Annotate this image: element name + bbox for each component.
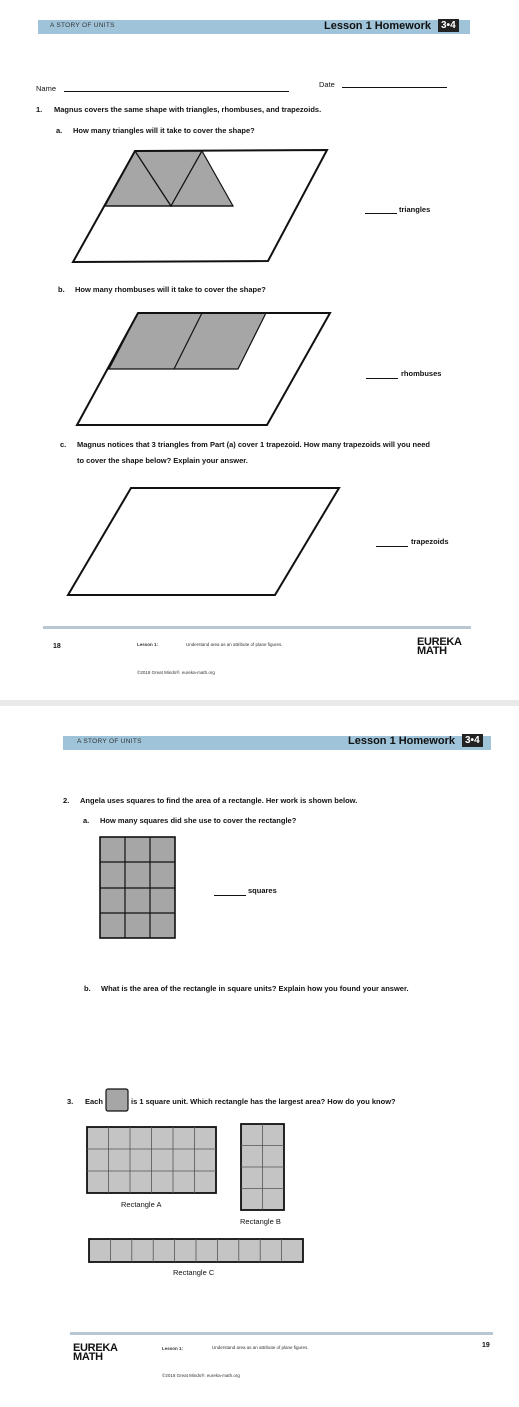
q1b-text: How many rhombuses will it take to cover the shape? <box>75 285 266 294</box>
question-2-number: 2. <box>63 796 70 805</box>
question-2-prompt: Angela uses squares to find the area of a rectangle. Her work is shown below. <box>80 796 358 805</box>
q1a-text: How many triangles will it take to cover the shape? <box>73 126 255 135</box>
question-3-number: 3. <box>67 1097 74 1106</box>
q2a-text: How many squares did she use to cover the rectangle? <box>100 816 297 825</box>
q3-rest: is 1 square unit. Which rectangle has the largest area? How do you know? <box>131 1097 396 1106</box>
page-number: 19 <box>482 1342 490 1349</box>
series-label: A STORY OF UNITS <box>50 22 115 29</box>
footer-copyright: ©2018 Great Minds®. eureka-math.org <box>162 1373 240 1378</box>
footer-lesson-description: Understand area as an attribute of plane figures. <box>186 642 283 647</box>
footer-lesson-label: Lesson 1: <box>137 642 159 647</box>
footer-line <box>43 626 471 629</box>
date-label: Date <box>319 80 335 89</box>
logo-line-1: EUREKA <box>73 1342 118 1354</box>
lesson-homework-title: Lesson 1 Homework <box>348 735 455 747</box>
rectangle-a-label: Rectangle A <box>121 1200 162 1209</box>
name-label: Name <box>36 84 57 93</box>
q1c-parallelogram-empty <box>0 0 519 700</box>
q1c-letter: c. <box>60 440 67 449</box>
footer-copyright: ©2018 Great Minds®. eureka-math.org <box>137 670 215 675</box>
page-number: 18 <box>53 643 61 650</box>
q3-each: Each <box>85 1097 103 1106</box>
worksheet-page-18 <box>0 0 519 700</box>
logo-line-2: MATH <box>417 645 447 657</box>
question-1-number: 1. <box>36 105 43 114</box>
rectangle-b-label: Rectangle B <box>240 1217 281 1226</box>
question-1-prompt: Magnus covers the same shape with triangles, rhombuses, and trapezoids. <box>54 105 322 114</box>
eureka-math-logo <box>73 1344 118 1362</box>
footer-lesson-label: Lesson 1: <box>162 1346 184 1351</box>
q1c-answer-blank[interactable] <box>376 540 408 547</box>
q2b-text: What is the area of the rectangle in square units? Explain how you found your answer. <box>101 984 409 993</box>
q2a-letter: a. <box>83 816 90 825</box>
footer-lesson-description: Understand area as an attribute of plane figures. <box>212 1345 309 1350</box>
q2b-letter: b. <box>84 984 91 993</box>
q1b-letter: b. <box>58 285 65 294</box>
worksheet-page-19 <box>0 706 519 1407</box>
q1a-answer-unit: triangles <box>399 205 431 214</box>
q1c-text-line1: Magnus notices that 3 triangles from Part (a) cover 1 trapezoid. How many trapezoids will you need <box>77 440 430 449</box>
series-label: A STORY OF UNITS <box>77 738 142 745</box>
footer-line <box>70 1332 493 1335</box>
grade-module-badge: 3•4 <box>438 19 459 32</box>
logo-line-2: MATH <box>73 1351 103 1363</box>
q1a-letter: a. <box>56 126 63 135</box>
q1b-answer-unit: rhombuses <box>401 369 442 378</box>
q1c-text-line2: to cover the shape below? Explain your answer. <box>77 456 248 465</box>
q2a-answer-unit: squares <box>248 886 277 895</box>
q1c-answer-unit: trapezoids <box>411 537 449 546</box>
grade-module-badge: 3•4 <box>462 734 483 747</box>
lesson-homework-title: Lesson 1 Homework <box>324 20 431 32</box>
eureka-math-logo <box>417 638 462 656</box>
logo-line-1: EUREKA <box>417 636 462 648</box>
rectangle-c-label: Rectangle C <box>173 1268 215 1277</box>
rectangle-c-grid <box>0 706 519 1407</box>
